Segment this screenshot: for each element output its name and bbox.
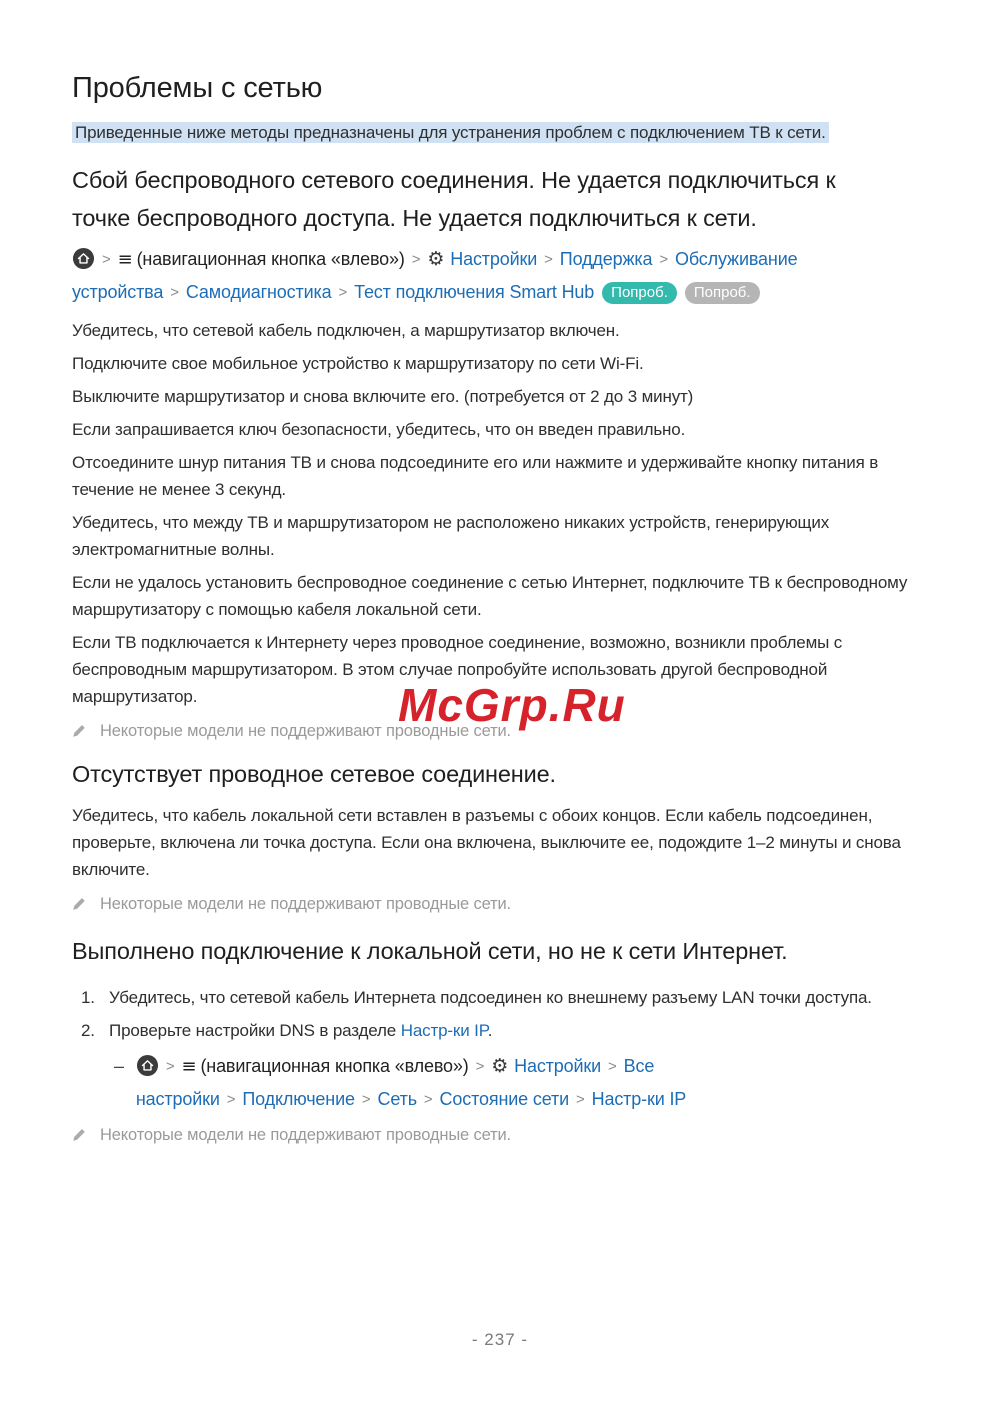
breadcrumb-link-settings[interactable]: Настройки xyxy=(450,249,538,269)
section2-heading: Отсутствует проводное сетевое соединение. xyxy=(72,761,556,787)
pencil-icon xyxy=(72,723,86,739)
chevron-separator: > xyxy=(423,1091,433,1108)
list-item-text-after: . xyxy=(487,1021,493,1040)
chevron-separator: > xyxy=(575,1091,585,1108)
chevron-separator: > xyxy=(411,251,421,268)
breadcrumb-link-all-settings[interactable]: Все настройки xyxy=(135,1056,655,1109)
breadcrumb-content xyxy=(136,1052,930,1114)
section1-heading: Сбой беспроводного сетевого соединения. Не удается подключиться к точке беспроводного доступа. Не удается подключиться к сети. xyxy=(72,167,836,231)
paragraph: Убедитесь, что между ТВ и маршрутизатором не расположено никаких устройств, генерирующих электромагнитные волны. xyxy=(72,513,830,559)
chevron-separator: > xyxy=(102,251,111,268)
nav-button-label: (навигационная кнопка «влево») xyxy=(136,249,405,269)
paragraph: Если не удалось установить беспроводное соединение с сетью Интернет, подключите ТВ к беспроводному маршрутизатору с помощью кабеля локальной сети. xyxy=(72,573,908,619)
paragraph: Выключите маршрутизатор и снова включите его. (потребуется от 2 до 3 минут) xyxy=(72,387,694,406)
ip-settings-link[interactable]: Настр-ки IP xyxy=(400,1021,488,1040)
page-title: Проблемы с сетью xyxy=(72,72,323,104)
list-number: 1. xyxy=(81,988,95,1007)
chevron-separator: > xyxy=(170,284,179,301)
list-item xyxy=(72,1017,930,1044)
home-icon xyxy=(136,1054,159,1085)
troubleshooting-steps xyxy=(72,317,930,710)
paragraph: Подключите свое мобильное устройство к маршрутизатору по сети Wi-Fi. xyxy=(72,354,644,373)
intro-highlighted-text: Приведенные ниже методы предназначены для устранения проблем с подключением ТВ к сети. xyxy=(72,122,829,143)
page-number: - 237 - xyxy=(471,1330,529,1349)
list-item-text xyxy=(109,1017,492,1044)
note-wired-models xyxy=(72,893,930,915)
settings-gear-icon: ⚙ xyxy=(491,1055,509,1077)
pencil-icon xyxy=(72,1127,86,1143)
paragraph: Убедитесь, что кабель локальной сети вставлен в разъемы с обоих концов. Если кабель подсоединен, проверьте, включена ли точка доступа. Если она включена, выключите ее, подождите 1–2 минуты и снова включите. xyxy=(72,805,901,879)
intro-paragraph xyxy=(72,122,930,144)
breadcrumb-link-network-status[interactable]: Состояние сети xyxy=(439,1089,569,1109)
left-directional-button-icon: ≡ xyxy=(117,249,133,270)
left-directional-button-icon: ≡ xyxy=(181,1056,197,1077)
paragraph: Отсоедините шнур питания ТВ и снова подсоедините его или нажмите и удерживайте кнопку питания в течение не менее 3 секунд. xyxy=(72,453,879,499)
paragraph: Убедитесь, что сетевой кабель подключен, а маршрутизатор включен. xyxy=(72,321,620,340)
pencil-icon xyxy=(72,896,86,912)
section3-heading: Выполнено подключение к локальной сети, но не к сети Интернет. xyxy=(72,937,788,964)
chevron-separator: > xyxy=(338,284,348,301)
chevron-separator: > xyxy=(226,1091,236,1108)
list-item-text-before: Проверьте настройки DNS в разделе xyxy=(109,1021,401,1040)
section-lan-but-no-internet xyxy=(72,933,930,1147)
breadcrumb-link-smart-hub-test[interactable]: Тест подключения Smart Hub xyxy=(354,282,595,302)
breadcrumb-smart-hub-test xyxy=(72,245,872,307)
chevron-separator: > xyxy=(165,1058,175,1075)
breadcrumb-link-network[interactable]: Сеть xyxy=(377,1089,417,1109)
breadcrumb-link-support[interactable]: Поддержка xyxy=(559,249,653,269)
chevron-separator: > xyxy=(608,1058,617,1075)
list-number: 2. xyxy=(81,1021,95,1040)
nav-button-label: (навигационная кнопка «влево») xyxy=(200,1056,469,1076)
breadcrumb-ip-settings xyxy=(114,1052,930,1114)
breadcrumb-link-device-care[interactable]: Обслуживание устройства xyxy=(72,249,798,302)
breadcrumb-link-settings[interactable]: Настройки xyxy=(514,1056,602,1076)
breadcrumb-link-connection[interactable]: Подключение xyxy=(242,1089,355,1109)
breadcrumb-link-ip-settings[interactable]: Настр-ки IP xyxy=(591,1089,687,1109)
dash-bullet: – xyxy=(114,1056,124,1076)
watermark: McGrp.Ru xyxy=(398,679,626,731)
note-text: Некоторые модели не поддерживают проводные сети. xyxy=(100,722,511,740)
home-icon xyxy=(72,247,95,278)
settings-gear-icon: ⚙ xyxy=(427,248,445,270)
chevron-separator: > xyxy=(544,251,553,268)
section-no-wired-connection xyxy=(72,756,930,915)
paragraph: Если ТВ подключается к Интернету через проводное соединение, возможно, возникли проблемы с беспроводным маршрутизатором. В этом случае попробуйте использовать другой беспроводной маршрутизатор. xyxy=(72,633,843,706)
try-now-button[interactable]: Попроб. xyxy=(602,282,677,304)
chevron-separator: > xyxy=(659,251,668,268)
list-item xyxy=(72,984,930,1011)
numbered-list xyxy=(72,984,930,1044)
paragraph: Если запрашивается ключ безопасности, убедитесь, что он введен правильно. xyxy=(72,420,686,439)
chevron-separator: > xyxy=(361,1091,371,1108)
list-item-text: Убедитесь, что сетевой кабель Интернета подсоединен ко внешнему разъему LAN точки доступа. xyxy=(109,988,872,1007)
breadcrumb-link-self-diagnosis[interactable]: Самодиагностика xyxy=(185,282,332,302)
try-now-button-disabled[interactable]: Попроб. xyxy=(685,282,760,304)
note-wired-models xyxy=(72,1124,930,1146)
note-text: Некоторые модели не поддерживают проводные сети. xyxy=(100,894,511,913)
note-text: Некоторые модели не поддерживают проводные сети. xyxy=(100,1126,511,1144)
chevron-separator: > xyxy=(475,1058,485,1075)
